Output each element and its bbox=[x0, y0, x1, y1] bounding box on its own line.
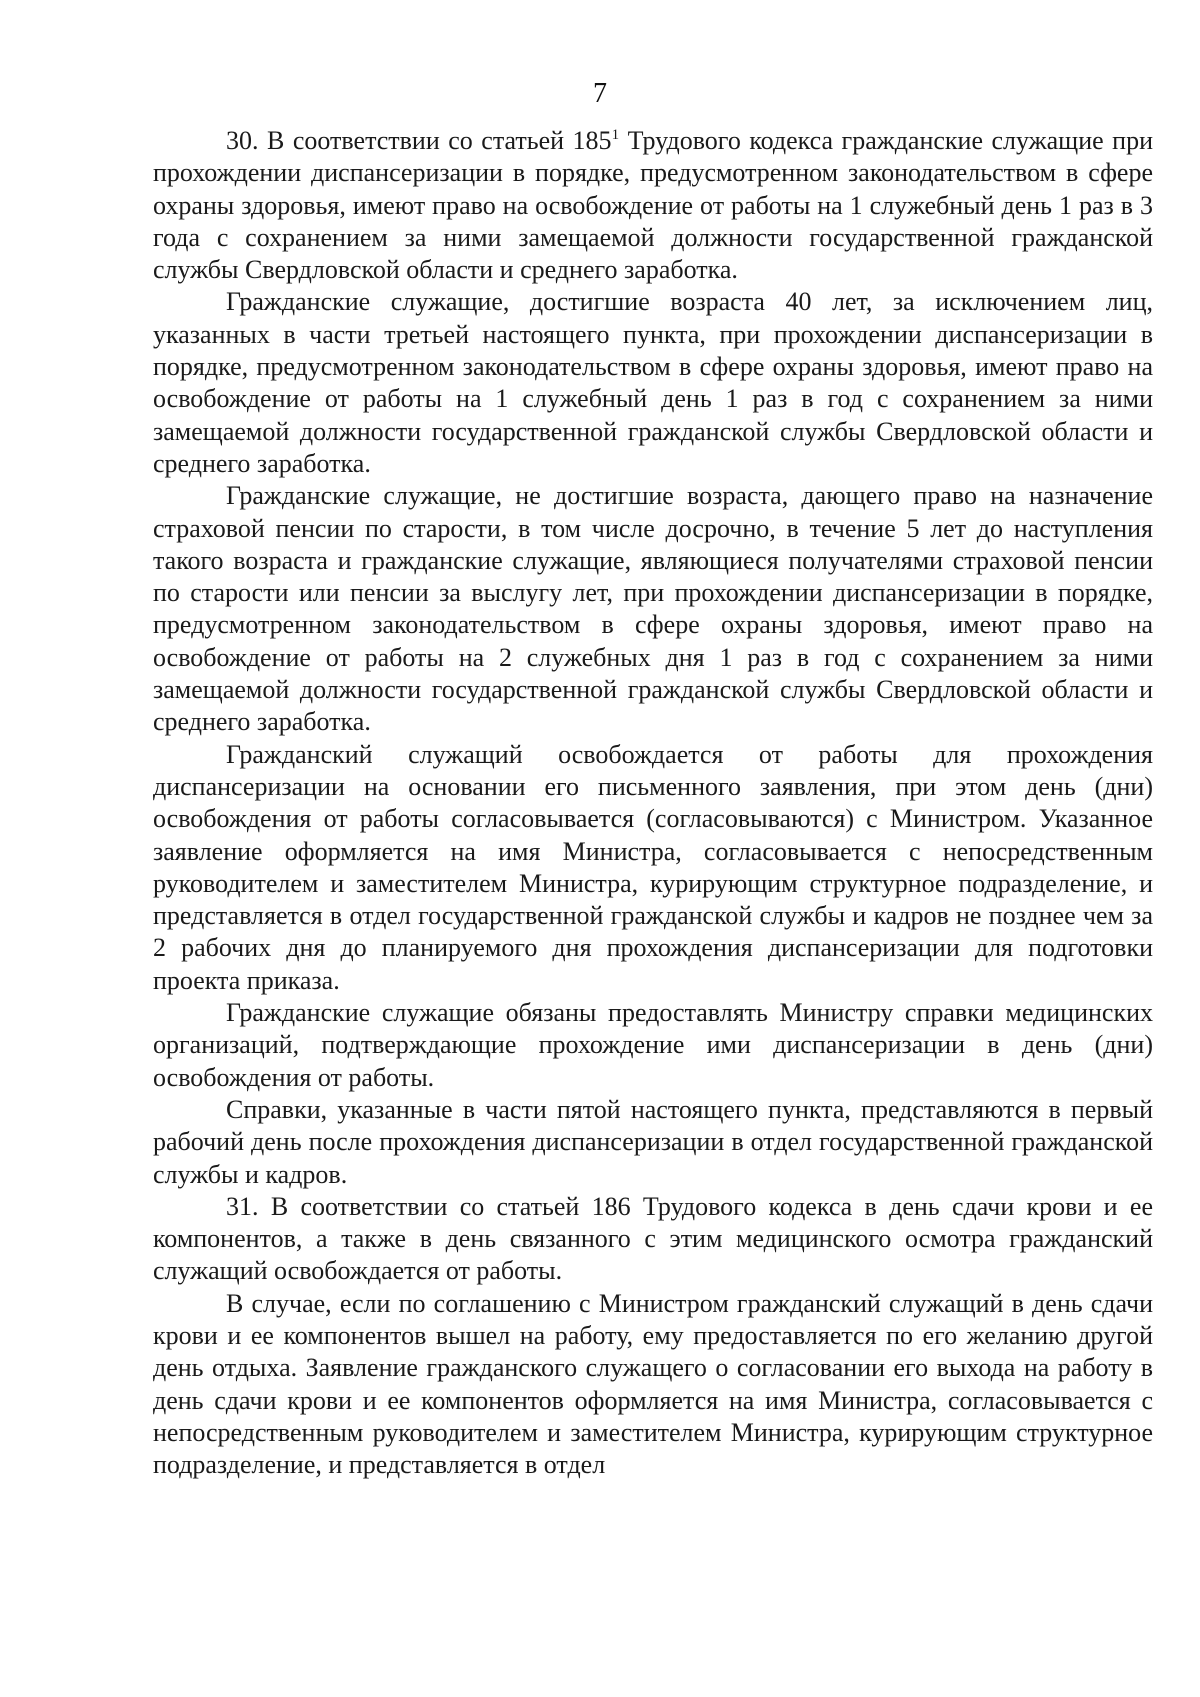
paragraph-item-31: 31. В соответствии со статьей 186 Трудового кодекса в день сдачи крови и ее компонентов, а также в день связанного с этим медицинского осмотра гражданский служащий освобождается от работы. bbox=[153, 1191, 1153, 1286]
paragraph-item-30 bbox=[153, 125, 1153, 286]
paragraph-application: Гражданский служащий освобождается от работы для прохождения диспансеризации на основании его письменного заявления, при этом день (дни) освобождения от работы согласовывается (согласовываются) с Министром. Указанное заявление оформляется на имя Министра, согласовывается с непосредственным руководителем и заместителем Министра, курирующим структурное подразделение, и представляется в отдел государственной гражданской службы и кадров не позднее чем за 2 рабочих дня до планируемого дня прохождения диспансеризации для подготовки проекта приказа. bbox=[153, 739, 1153, 995]
paragraph-text-start: 30. В соответствии со статьей 185 bbox=[226, 126, 612, 155]
paragraph-pre-retirement: Гражданские служащие, не достигшие возраста, дающего право на назначение страховой пенсии по старости, в том числе досрочно, в течение 5 лет до наступления такого возраста и гражданские служащие, являющиеся получателями страховой пенсии по старости или пенсии за выслугу лет, при прохождении диспансеризации в порядке, предусмотренном законодательством в сфере охраны здоровья, имеют право на освобождение от работы на 2 служебных дня 1 раз в год с сохранением за ними замещаемой должности государственной гражданской службы Свердловской области и среднего заработка. bbox=[153, 481, 1153, 737]
paragraph-certificates-submission: Справки, указанные в части пятой настоящего пункта, представляются в первый рабочий день после прохождения диспансеризации в отдел государственной гражданской службы и кадров. bbox=[153, 1094, 1153, 1189]
paragraph-text-rest: Трудового кодекса гражданские служащие при прохождении диспансеризации в порядке, предусмотренном законодательством в сфере охраны здоровья, имеют право на освобождение от работы на 1 служебный день 1 раз в 3 года с сохранением за ними замещаемой должности государственной гражданской службы Свердловской области и среднего заработка. bbox=[153, 126, 1153, 285]
paragraph-age-40: Гражданские служащие, достигшие возраста 40 лет, за исключением лиц, указанных в части третьей настоящего пункта, при прохождении диспансеризации в порядке, предусмотренном законодательством в сфере охраны здоровья, имеют право на освобождение от работы на 1 служебный день 1 раз в год с сохранением за ними замещаемой должности государственной гражданской службы Свердловской области и среднего заработка. bbox=[153, 287, 1153, 478]
paragraph-blood-donation-rest-day: В случае, если по соглашению с Министром гражданский служащий в день сдачи крови и ее компонентов вышел на работу, ему предоставляется по его желанию другой день отдыха. Заявление гражданского служащего о согласовании его выхода на работу в день сдачи крови и ее компонентов оформляется на имя Министра, согласовывается с непосредственным руководителем и заместителем Министра, курирующим структурное подразделение, и представляется в отдел bbox=[153, 1288, 1153, 1480]
document-body bbox=[153, 125, 1153, 1481]
page-number: 7 bbox=[593, 78, 607, 109]
paragraph-certificates: Гражданские служащие обязаны предоставлять Министру справки медицинских организаций, подтверждающие прохождение ими диспансеризации в день (дни) освобождения от работы. bbox=[153, 998, 1153, 1092]
superscript-marker: 1 bbox=[611, 127, 620, 143]
